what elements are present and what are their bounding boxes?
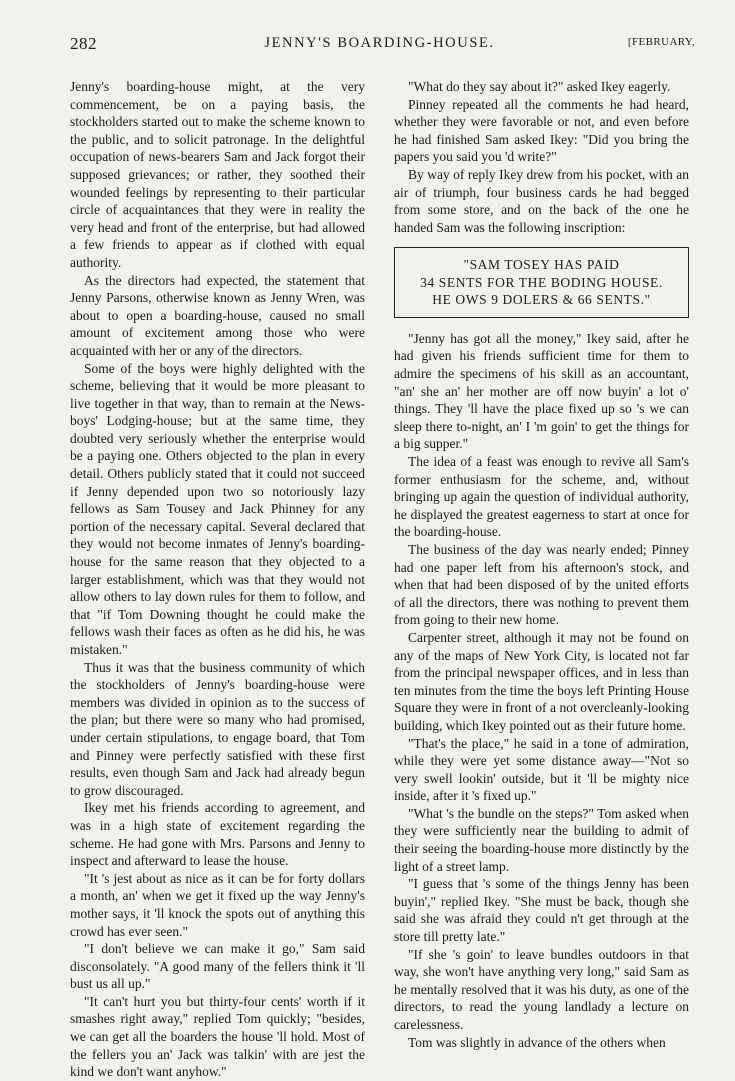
paragraph: Thus it was that the business community of which the stockholders of Jenny's boarding-house were members was divided in opinion as to the success of the plan; but there were so many who had promised, under certain stipulations, to engage board, that Tom and Pinney were perfectly satisfied with these first results, even though Sam and Jack had already begun to grow discouraged. xyxy=(70,659,365,798)
paragraph: "What 's the bundle on the steps?" Tom asked when they were sufficiently near the building to admit of their seeing the boarding-house more distinctly by the light of a street lamp. xyxy=(394,805,689,874)
running-header xyxy=(70,34,695,60)
paragraph: "If she 's goin' to leave bundles outdoors in that way, she won't have anything very long," said Sam as he mentally resolved that it was his duty, as one of the directors, to read the young landlady a lecture on carelessness. xyxy=(394,946,689,1032)
paragraph: "What do they say about it?" asked Ikey eagerly. xyxy=(408,79,671,94)
inscription-line: 34 SENTS FOR THE BODING HOUSE. xyxy=(420,274,663,290)
page-number: 282 xyxy=(70,34,97,53)
paragraph: Jenny's boarding-house might, at the very commencement, be on a paying basis, the stockholders started out to make the scheme known to the public, and to solicit patronage. In the delightful occupation of news-bearers Sam and Jack forgot their supposed grievances; or rather, they soothed their wounded feelings by representing to their particular circle of acquaintances that they were in reality the very head and front of the enterprise, but had allowed a few friends to appear as if clothed with equal authority. xyxy=(70,79,365,270)
paragraph: Some of the boys were highly delighted with the scheme, believing that it would be more pleasant to live together in that way, than to remain at the News-boys' Lodging-house; but at the same time, they doubted very seriously whether the enterprise would be a paying one. Others objected to the plan in every detail. Others publicly stated that it could not succeed if Jenny depended upon two so notoriously lazy fellows as Sam Tousey and Jack Phinney for any portion of the necessary capital. Several declared that they would not become inmates of Jenny's boarding-house for the same reason that they objected to a larger establishment, which was that they would not allow others to lay down rules for them to follow, and that "if Tom Downing thought he could make the fellows wash their faces as often as he did his, he was mistaken." xyxy=(70,360,365,657)
business-card-inscription xyxy=(394,247,689,318)
paragraph: "It can't hurt you but thirty-four cents' worth if it smashes right away," replied Tom quickly; "besides, we can get all the boarders the house 'll hold. Most of the fellers you an' Jack was talkin' with are jest the kind we don't want anyhow." xyxy=(70,993,365,1080)
paragraph: Ikey met his friends according to agreement, and was in a high state of excitement regarding the scheme. He had gone with Mrs. Parsons and Jenny to inspect and afterward to lease the house. xyxy=(70,800,365,869)
paragraph: The business of the day was nearly ended; Pinney had one paper left from his afternoon's stock, and when that had been disposed of by the united efforts of all the directors, there was nothing to prevent them from going to their new home. xyxy=(394,541,689,628)
issue-month: [FEBRUARY, xyxy=(627,36,695,48)
paragraph: "Jenny has got all the money," Ikey said, after he had given his friends sufficient time for them to admire the specimens of his skill as an accountant, "an' she an' her mother are off now buyin' a lot o' things. They 'll have the place fixed up so 's we can sleep there to-night, an' I 'm goin' to get the things for a big supper." xyxy=(394,330,689,452)
paragraph: By way of reply Ikey drew from his pocket, with an air of triumph, four business cards he had begged from some store, and on the back of the one he handed Sam was the following inscription: xyxy=(394,166,689,235)
paragraph: "I guess that 's some of the things Jenny has been buyin'," replied Ikey. "She must be back, though she said she was afraid they could n't get through at the store till pretty late." xyxy=(394,876,689,945)
paragraph: The idea of a feast was enough to revive all Sam's former enthusiasm for the scheme, and, without bringing up again the question of individual authority, he displayed the greatest eagerness to start at once for the boarding-house. xyxy=(394,454,689,540)
paragraph: Pinney repeated all the comments he had heard, whether they were favorable or not, and even before he had finished Sam asked Ikey: "Did you bring the papers you said you 'd write?" xyxy=(394,96,689,165)
inscription-line: HE OWS 9 DOLERS & 66 SENTS." xyxy=(432,292,651,308)
paragraph: Carpenter street, although it may not be found on any of the maps of New York City, is located not far from the principal newspaper offices, and in less than ten minutes from the time the boys left Printing House Square they were in front of a not overcleanly-looking building, which Ikey pointed out as their future home. xyxy=(394,629,689,733)
running-title: JENNY'S BOARDING-HOUSE. xyxy=(264,35,495,51)
paragraph: "That's the place," he said in a tone of admiration, while they were yet some distance away—"Not so very swell lookin' outside, but it 'll be mighty nice inside, after it 's fixed up." xyxy=(394,735,689,804)
inscription-line: "SAM TOSEY HAS PAID xyxy=(463,257,620,273)
paragraph: Tom was slightly in advance of the others when xyxy=(408,1034,666,1050)
left-column xyxy=(70,78,365,1081)
right-column xyxy=(394,78,689,1081)
paragraph: As the directors had expected, the statement that Jenny Parsons, otherwise known as Jenny Wren, was about to open a boarding-house, caused no small amount of excitement among those who were acquainted with her or any of the directors. xyxy=(70,272,365,358)
text-columns xyxy=(70,78,689,1081)
paragraph: "I don't believe we can make it go," Sam said disconsolately. "A good many of the fellers think it 'll bust us all up." xyxy=(70,941,365,992)
paragraph: "It 's jest about as nice as it can be for forty dollars a month, an' when we get it fixed up the way Jenny's mother says, it 'll knock the spots out of anything this crowd has ever seen." xyxy=(70,870,365,939)
